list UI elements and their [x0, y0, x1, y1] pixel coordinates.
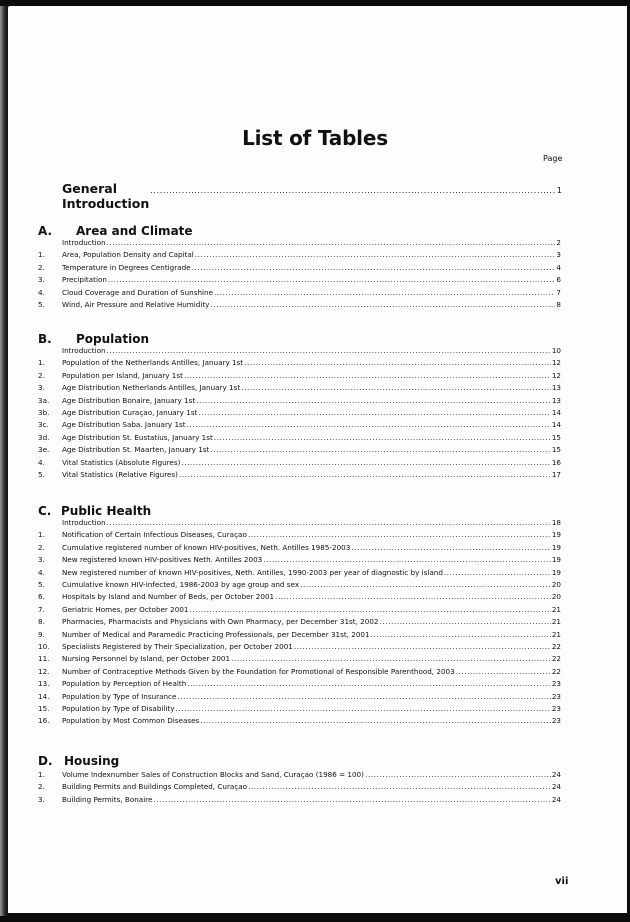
- toc-entry-label: Population per Island, January 1st: [62, 370, 183, 380]
- toc-entry-label: Wind, Air Pressure and Relative Humidity: [62, 300, 210, 309]
- toc-entry-page: 2: [556, 238, 561, 247]
- toc-entry[interactable]: [0, 666, 630, 678]
- toc-entry-label: Population by Most Common Diseases: [62, 716, 200, 726]
- toc-entry-page: 22: [551, 642, 561, 651]
- page-column-label: Page: [543, 154, 563, 163]
- toc-entry-page: 10: [551, 346, 561, 355]
- toc-entry[interactable]: [0, 567, 630, 579]
- toc-entry[interactable]: [0, 287, 630, 299]
- toc-entry-label: Building Permits, Bonaire: [62, 794, 153, 804]
- toc-entry[interactable]: [0, 444, 630, 456]
- toc-entry-number: 3d.: [38, 432, 50, 442]
- toc-entry-label: Building Permits and Buildings Completed, Curaçao: [62, 782, 248, 792]
- dot-leader: [184, 370, 551, 382]
- dot-leader: [195, 249, 556, 261]
- toc-entry[interactable]: [0, 604, 630, 616]
- toc-entry-page: 24: [551, 782, 561, 792]
- toc-entry-label: Pharmacies, Pharmacists and Physicians with Own Pharmacy, per December 31st, 2002: [62, 617, 379, 627]
- toc-entry-number: 16.: [38, 716, 50, 726]
- toc-entry-number: 3c.: [38, 420, 49, 430]
- toc-entry-label: Vital Statistics (Absolute Figures): [62, 457, 181, 467]
- toc-entry-number: 13.: [38, 679, 50, 689]
- toc-entry-page: 3: [556, 250, 561, 260]
- toc-entry-label: New registered number of known HIV-positives, Neth. Antilles, 1990-2003 per year of diagnostic by island: [62, 567, 443, 577]
- page-title: List of Tables: [242, 126, 388, 150]
- toc-entry-page: 19: [551, 567, 561, 577]
- toc-entry-label: Age Distribution St. Maarten, January 1st: [62, 445, 210, 455]
- toc-entry-label: Introduction: [62, 238, 106, 247]
- toc-entry-page: 15: [551, 445, 561, 455]
- section-letter: D.: [38, 754, 53, 768]
- toc-entry-number: 1.: [38, 770, 45, 779]
- toc-entry-label: Area, Population Density and Capital: [62, 250, 194, 260]
- toc-entry-page: 14: [551, 420, 561, 430]
- toc-entry-number: 3.: [38, 794, 45, 804]
- toc-entry-page: 13: [551, 395, 561, 405]
- toc-entry-general-introduction[interactable]: [62, 181, 562, 211]
- toc-entry-label: Age Distribution Saba. January 1st: [62, 420, 186, 430]
- toc-entry-number: 2.: [38, 782, 45, 792]
- toc-entry-number: 2.: [38, 370, 45, 380]
- toc-entry-label: Introduction: [62, 346, 106, 355]
- toc-entry-number: 11.: [38, 654, 50, 664]
- toc-entry-introduction[interactable]: [0, 237, 630, 249]
- toc-entry-page: 20: [551, 580, 561, 589]
- toc-entry[interactable]: [0, 395, 630, 407]
- toc-entry-label: Precipitation: [62, 275, 107, 285]
- toc-entry[interactable]: [0, 542, 630, 554]
- toc-entry-number: 5.: [38, 470, 45, 479]
- toc-entry-number: 12.: [38, 666, 50, 676]
- dot-leader: [379, 616, 550, 628]
- toc-entry[interactable]: [0, 274, 630, 286]
- toc-entry-page: 16: [551, 457, 561, 467]
- toc-entry[interactable]: [0, 407, 630, 419]
- toc-entry-label: Vital Statistics (Relative Figures): [62, 470, 178, 479]
- dot-leader: [294, 641, 551, 653]
- toc-entry[interactable]: [0, 781, 630, 793]
- toc-entry-page: 24: [551, 794, 561, 804]
- section-letter: B.: [38, 332, 52, 346]
- toc-entry-label: Nursing Personnel by Island, per October 2001: [62, 654, 231, 664]
- dot-leader: [248, 781, 551, 793]
- dot-leader: [263, 554, 551, 566]
- toc-entry-number: 5.: [38, 580, 45, 589]
- section-name: Public Health: [61, 504, 152, 518]
- dot-leader: [275, 591, 551, 603]
- dot-leader: [107, 517, 551, 529]
- section-letter: C.: [38, 504, 52, 518]
- dot-leader: [241, 382, 551, 394]
- toc-entry-label: New registered known HIV-positives Neth. Antilles 2003: [62, 555, 263, 565]
- toc-entry-number: 1.: [38, 530, 45, 540]
- dot-leader: [108, 274, 555, 286]
- dot-leader: [444, 567, 551, 579]
- toc-entry-number: 3e.: [38, 445, 50, 455]
- toc-entry-page: 23: [551, 704, 561, 713]
- toc-entry-number: 15.: [38, 704, 50, 713]
- toc-entry[interactable]: [0, 769, 630, 781]
- toc-entry-page: 7: [556, 287, 561, 297]
- toc-entry-page: 24: [551, 770, 561, 779]
- toc-entry-label: Age Distribution Bonaire, January 1st: [62, 395, 196, 405]
- toc-entry[interactable]: [0, 554, 630, 566]
- dot-leader: [210, 299, 555, 311]
- toc-entry-number: 14.: [38, 691, 50, 701]
- dot-leader: [456, 666, 551, 678]
- toc-entry-number: 3.: [38, 275, 45, 285]
- toc-entry[interactable]: [0, 432, 630, 444]
- toc-entry-page: 22: [551, 666, 561, 676]
- section-name: Population: [76, 332, 150, 346]
- toc-entry-label: Population by Perception of Health: [62, 679, 187, 689]
- toc-entry-number: 4.: [38, 457, 45, 467]
- dot-leader: [196, 395, 551, 407]
- toc-entry-number: 5.: [38, 300, 45, 309]
- toc-entry[interactable]: [0, 579, 630, 591]
- toc-entry-number: 10.: [38, 642, 50, 651]
- toc-entry-page: 12: [551, 370, 561, 380]
- toc-entry-label: Cumulative registered number of known HIV-positives, Neth. Antilles 1985-2003: [62, 542, 351, 552]
- toc-entry-number: 6.: [38, 592, 45, 602]
- toc-entry-page: 21: [551, 617, 561, 627]
- toc-entry[interactable]: [0, 629, 630, 641]
- toc-entry-number: 9.: [38, 629, 45, 639]
- dot-leader: [187, 678, 551, 690]
- toc-entry-number: 1.: [38, 358, 45, 368]
- toc-entry-page: 20: [551, 592, 561, 602]
- toc-entry[interactable]: [0, 678, 630, 690]
- toc-entry-number: 4.: [38, 287, 45, 297]
- toc-entry-page: 15: [551, 432, 561, 442]
- toc-entry-number: 4.: [38, 567, 45, 577]
- dot-leader: [365, 769, 551, 781]
- dot-leader: [200, 715, 551, 727]
- toc-entry-page: 21: [551, 604, 561, 614]
- toc-entry[interactable]: [0, 715, 630, 727]
- toc-entry-page: 23: [551, 679, 561, 689]
- toc-entry[interactable]: [0, 529, 630, 541]
- toc-entry[interactable]: [0, 691, 630, 703]
- toc-entry-number: 1.: [38, 250, 45, 260]
- dot-leader: [181, 457, 550, 469]
- dot-leader: [107, 345, 551, 357]
- toc-entry-label: Cumulative known HIV-infected, 1986-2003 by age group and sex: [62, 580, 300, 589]
- dot-leader: [177, 691, 550, 703]
- toc-entry-label: Geriatric Homes, per October 2001: [62, 604, 189, 614]
- toc-entry-page: 19: [551, 530, 561, 540]
- toc-entry-label: Population by Type of Disability: [62, 704, 175, 713]
- toc-entry-label: Volume Indexnumber Sales of Construction Blocks and Sand, Curaçao (1986 = 100): [62, 770, 364, 779]
- toc-entry[interactable]: [0, 653, 630, 665]
- toc-entry-page: 14: [551, 408, 561, 417]
- toc-entry-label: Population by Type of Insurance: [62, 691, 177, 701]
- dot-leader: [351, 542, 551, 554]
- dot-leader: [300, 579, 551, 591]
- toc-entry-page: 23: [551, 716, 561, 726]
- toc-entry-page: 6: [556, 275, 561, 285]
- dot-leader: [214, 287, 555, 299]
- dot-leader: [198, 407, 551, 419]
- toc-entry-page: 22: [551, 654, 561, 664]
- toc-entry-page: 13: [551, 383, 561, 393]
- toc-entry[interactable]: [0, 249, 630, 261]
- toc-entry[interactable]: [0, 591, 630, 603]
- toc-entry-label: Specialists Registered by Their Specialization, per October 2001: [62, 642, 293, 651]
- dot-leader: [150, 186, 556, 195]
- toc-entry[interactable]: [0, 419, 630, 431]
- toc-entry-page: 21: [551, 629, 561, 639]
- dot-leader: [248, 529, 551, 541]
- toc-entry-page: 12: [551, 358, 561, 368]
- toc-entry-number: 8.: [38, 617, 45, 627]
- toc-entry-number: 7.: [38, 604, 45, 614]
- dot-leader: [179, 469, 551, 481]
- toc-entry-label: Population of the Netherlands Antilles, January 1st: [62, 358, 244, 368]
- toc-entry-label: Age Distribution St. Eustatius, January 1st: [62, 432, 213, 442]
- toc-entry[interactable]: [0, 641, 630, 653]
- toc-entry-number: 3a.: [38, 395, 50, 405]
- dot-leader: [175, 703, 550, 715]
- toc-entry-page: 1: [556, 186, 562, 195]
- toc-entry-page: 8: [556, 300, 561, 309]
- dot-leader: [214, 432, 551, 444]
- toc-entry[interactable]: [0, 357, 630, 369]
- section-letter: A.: [38, 224, 53, 238]
- section-name: Area and Climate: [76, 224, 193, 238]
- dot-leader: [192, 262, 556, 274]
- toc-entry-page: 19: [551, 542, 561, 552]
- toc-entry[interactable]: [0, 262, 630, 274]
- dot-leader: [231, 653, 551, 665]
- toc-entry[interactable]: [0, 703, 630, 715]
- toc-entry-label: Temperature in Degrees Centigrade: [62, 262, 191, 272]
- toc-entry[interactable]: [0, 469, 630, 481]
- toc-entry-label: Age Distribution Netherlands Antilles, January 1st: [62, 383, 241, 393]
- toc-entry[interactable]: [0, 616, 630, 628]
- toc-entry-introduction[interactable]: [0, 517, 630, 529]
- toc-entry[interactable]: [0, 794, 630, 806]
- toc-entry-label: General Introduction: [62, 181, 150, 211]
- toc-entry-page: 17: [551, 470, 561, 479]
- toc-entry-number: 2.: [38, 542, 45, 552]
- toc-entry-label: Notification of Certain Infectious Diseases, Curaçao: [62, 530, 247, 540]
- toc-entry[interactable]: [0, 370, 630, 382]
- dot-leader: [244, 357, 551, 369]
- page-number-folio: vii: [555, 876, 569, 887]
- dot-leader: [210, 444, 550, 456]
- toc-entry-label: Number of Contraceptive Methods Given by the Foundation for Promotional of Responsible Parenthood, 2003: [62, 666, 455, 676]
- dot-leader: [187, 419, 551, 431]
- dot-leader: [189, 604, 550, 616]
- toc-entry[interactable]: [0, 382, 630, 394]
- toc-entry-number: 3b.: [38, 408, 50, 417]
- toc-entry-page: 19: [551, 555, 561, 565]
- toc-entry[interactable]: [0, 299, 630, 311]
- toc-entry-page: 18: [551, 518, 561, 527]
- toc-entry[interactable]: [0, 457, 630, 469]
- toc-entry-label: Cloud Coverage and Duration of Sunshine: [62, 287, 214, 297]
- toc-entry-label: Number of Medical and Paramedic Practicing Professionals, per December 31st, 2001: [62, 629, 370, 639]
- toc-entry-label: Age Distribution Curaçao, January 1st: [62, 408, 198, 417]
- toc-entry-introduction[interactable]: [0, 345, 630, 357]
- toc-entry-page: 4: [556, 262, 561, 272]
- toc-entry-number: 2.: [38, 262, 45, 272]
- toc-entry-label: Hospitals by Island and Number of Beds, per October 2001: [62, 592, 275, 602]
- dot-leader: [371, 629, 551, 641]
- dot-leader: [153, 794, 550, 806]
- section-name: Housing: [64, 754, 120, 768]
- toc-entry-label: Introduction: [62, 518, 106, 527]
- toc-entry-number: 3.: [38, 555, 45, 565]
- toc-entry-number: 3.: [38, 383, 45, 393]
- dot-leader: [107, 237, 556, 249]
- toc-entry-page: 23: [551, 691, 561, 701]
